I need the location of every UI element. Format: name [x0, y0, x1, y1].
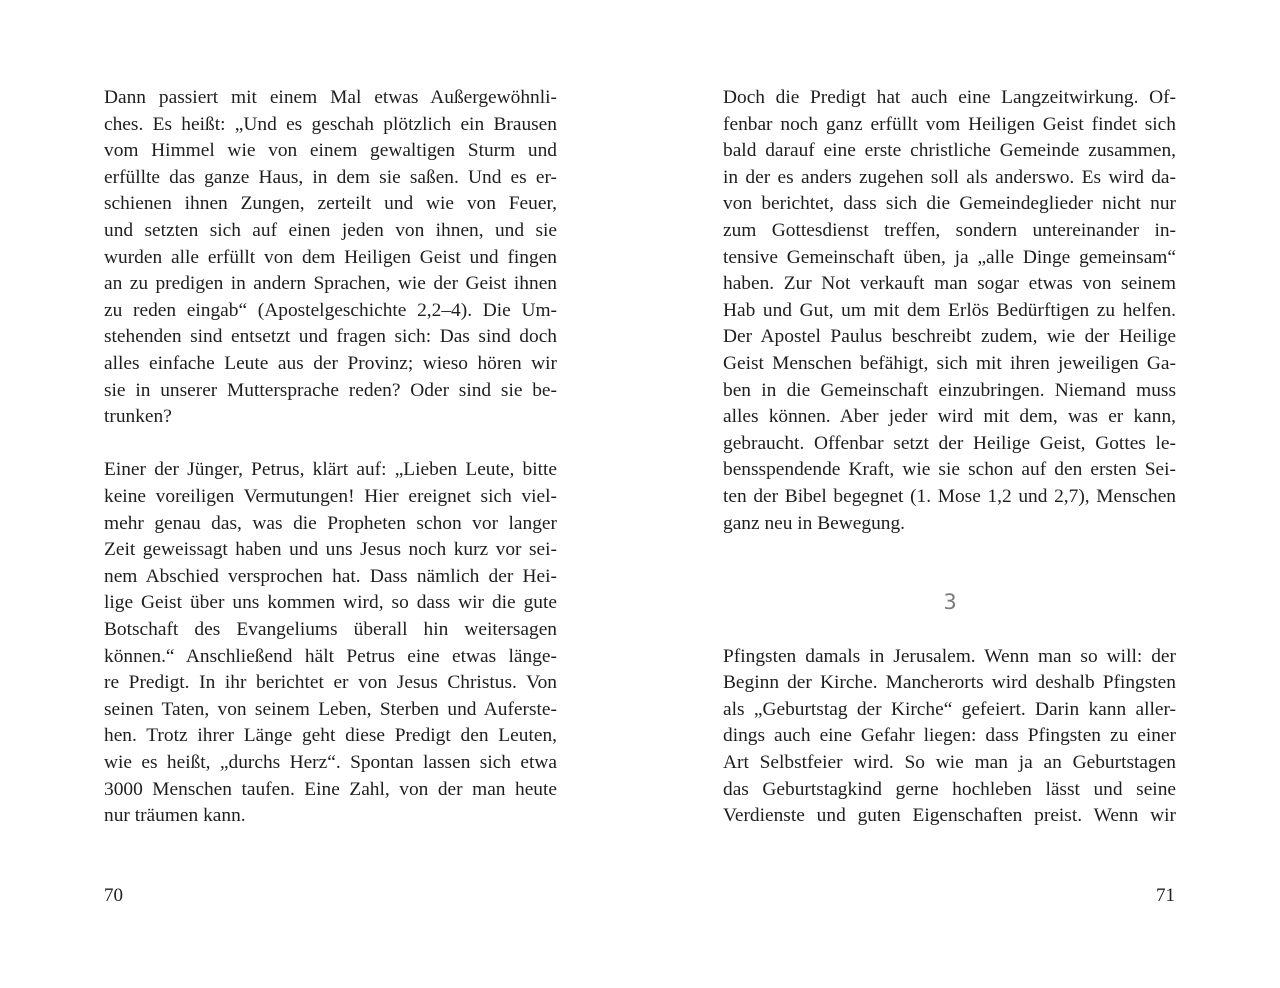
text-line: 3000 Menschen taufen. Eine Zahl, von der man heute [104, 778, 557, 800]
text-line: Beginn der Kirche. Mancherorts wird deshalb Pfingsten [723, 672, 1176, 694]
text-line: wurden alle erfüllt von dem Heiligen Geist und fingen [104, 246, 557, 268]
text-line: Pfingsten damals in Jerusalem. Wenn man so will: der [723, 645, 1176, 667]
text-line: bensspendende Kraft, wie sie schon auf den ersten Sei- [723, 459, 1176, 481]
text-line: fenbar noch ganz erfüllt vom Heiligen Geist findet sich [723, 113, 1176, 135]
text-line: Doch die Predigt hat auch eine Langzeitwirkung. Of- [723, 87, 1176, 108]
text-line: Dann passiert mit einem Mal etwas Außergewöhnli- [104, 87, 557, 108]
text-line: wie es heißt, „durchs Herz“. Spontan lassen sich etwa [104, 752, 557, 773]
text-line: trunken? [104, 406, 172, 428]
text-line: bald darauf eine erste christliche Gemeinde zusammen, [723, 140, 1176, 162]
text-line: schienen ihnen Zungen, zerteilt und wie von Feuer, [104, 193, 557, 215]
text-line: haben. Zur Not verkauft man sogar etwas von seinem [723, 273, 1176, 295]
text-line: Zeit geweissagt haben und uns Jesus noch kurz vor sei- [104, 539, 557, 561]
text-line: Botschaft des Evangeliums überall hin weitersagen [104, 619, 557, 640]
text-line: mehr genau das, was die Propheten schon vor langer [104, 512, 557, 534]
text-line: ten der Bibel begegnet (1. Mose 1,2 und 2,7), Menschen [723, 486, 1176, 507]
text-line: Geist Menschen befähigt, sich mit ihren jeweiligen Ga- [723, 353, 1176, 374]
text-line: stehenden sind entsetzt und fragen sich: Das sind doch [104, 326, 557, 348]
text-line: zu reden eingab“ (Apostelgeschichte 2,2–4). Die Um- [104, 299, 557, 321]
text-line: Einer der Jünger, Petrus, klärt auf: „Lieben Leute, bitte [104, 459, 557, 481]
text-line: dings auch eine Gefahr liegen: dass Pfingsten zu einer [723, 725, 1176, 747]
text-line: und setzten sich auf einen jeden von ihnen, und sie [104, 220, 557, 241]
text-line: erfüllte das ganze Haus, in dem sie saßen. Und es er- [104, 166, 557, 188]
text-line: hen. Trotz ihrer Länge geht diese Predigt den Leuten, [104, 725, 557, 747]
text-line: Hab und Gut, um mit dem Erlös Bedürftigen zu helfen. [723, 299, 1176, 321]
text-line: nem Abschied versprochen hat. Dass nämlich der Hei- [104, 565, 557, 587]
text-line: von berichtet, dass sich die Gemeindeglieder nicht nur [723, 193, 1176, 215]
text-line: alles einfache Leute aus der Provinz; wieso hören wir [104, 353, 557, 374]
text-line: seinen Taten, von seinem Leben, Sterben und Auferste- [104, 698, 557, 720]
text-line: Der Apostel Paulus beschreibt zudem, wie der Heilige [723, 326, 1176, 348]
text-line: ganz neu in Bewegung. [723, 512, 906, 534]
text-line: an zu predigen in andern Sprachen, wie der Geist ihnen [104, 273, 557, 295]
text-line: ben in die Gemeinschaft einzubringen. Niemand muss [723, 379, 1176, 401]
text-line: zum Gottesdienst treffen, sondern untereinander in- [723, 220, 1176, 241]
text-line: tensive Gemeinschaft üben, ja „alle Dinge gemeinsam“ [723, 246, 1176, 268]
text-line: das Geburtstagkind gerne hochleben lässt und seine [723, 778, 1176, 800]
text-line: alles können. Aber jeder wird mit dem, was er kann, [723, 406, 1176, 428]
text-line: können.“ Anschließend hält Petrus eine etwas länge- [104, 645, 557, 667]
text-line: gebraucht. Offenbar setzt der Heilige Geist, Gottes le- [723, 432, 1176, 454]
text-line: als „Geburtstag der Kirche“ gefeiert. Darin kann aller- [723, 698, 1176, 720]
page-number: 70 [104, 885, 123, 906]
text-line: re Predigt. In ihr berichtet er von Jesus Christus. Von [104, 672, 557, 694]
section-number: 3 [943, 590, 957, 614]
text-line: ches. Es heißt: „Und es geschah plötzlich ein Brausen [104, 113, 557, 135]
right-page [640, 0, 1280, 988]
text-line: keine voreiligen Vermutungen! Hier ereignet sich viel- [104, 486, 557, 507]
text-line: sie in unserer Muttersprache reden? Oder sind sie be- [104, 379, 557, 401]
text-line: vom Himmel wie von einem gewaltigen Sturm und [104, 140, 557, 162]
text-line: nur träumen kann. [104, 805, 246, 827]
page-number: 71 [1156, 885, 1175, 906]
text-line: Verdienste und guten Eigenschaften preist. Wenn wir [723, 805, 1176, 827]
text-line: lige Geist über uns kommen wird, so dass wir die gute [104, 592, 557, 614]
text-line: Art Selbstfeier wird. So wie man ja an Geburtstagen [723, 752, 1176, 773]
text-line: in der es anders zugehen soll als anderswo. Es wird da- [723, 166, 1176, 188]
